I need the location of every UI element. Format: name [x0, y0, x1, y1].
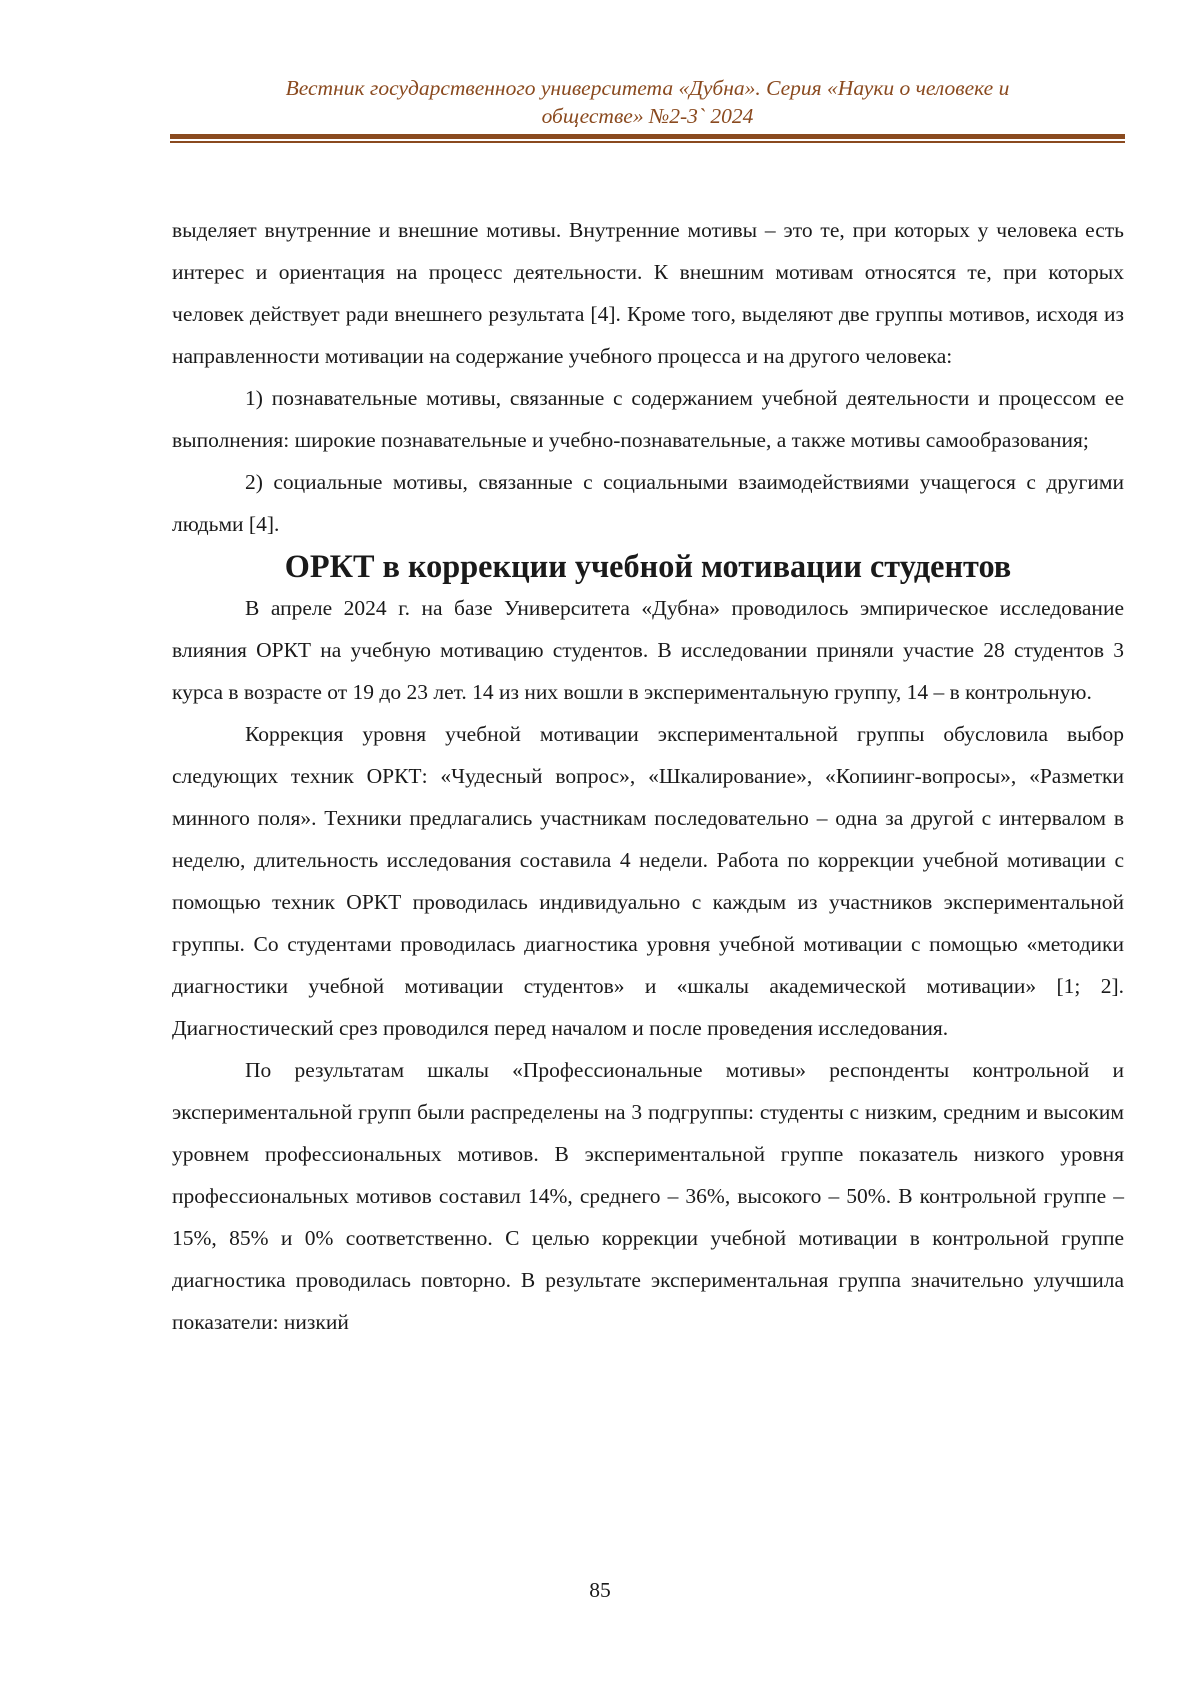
- header-rule-thin: [170, 141, 1125, 143]
- header-rule-thick: [170, 134, 1125, 139]
- section-paragraph-2: Коррекция уровня учебной мотивации экспериментальной группы обусловила выбор следующих техник ОРКТ: «Чудесный вопрос», «Шкалирование», «Копиинг-вопросы», «Разметки минного поля». Техники предлагались участникам последовательно – одна за другой с интервалом в неделю, длительность исследования составила 4 недели. Работа по коррекции учебной мотивации с помощью техник ОРКТ проводилась индивидуально с каждым из участников экспериментальной группы. Со студентами проводилась диагностика уровня учебной мотивации с помощью «методики диагностики учебной мотивации студентов» и «шкалы академической мотивации» [1; 2]. Диагностический срез проводился перед началом и после проведения исследования.: [172, 713, 1124, 1049]
- page-number: 85: [0, 1578, 1200, 1603]
- body-paragraph-1: выделяет внутренние и внешние мотивы. Внутренние мотивы – это те, при которых у человека есть интерес и ориентация на процесс деятельности. К внешним мотивам относятся те, при которых человек действует ради внешнего результата [4]. Кроме того, выделяют две группы мотивов, исходя из направленности мотивации на содержание учебного процесса и на другого человека:: [172, 209, 1124, 377]
- section-heading: ОРКТ в коррекции учебной мотивации студентов: [172, 545, 1124, 587]
- section-paragraph-3: По результатам шкалы «Профессиональные мотивы» респонденты контрольной и экспериментальной групп были распределены на 3 подгруппы: студенты с низким, средним и высоким уровнем профессиональных мотивов. В экспериментальной группе показатель низкого уровня профессиональных мотивов составил 14%, среднего – 36%, высокого – 50%. В контрольной группе – 15%, 85% и 0% соответственно. С целью коррекции учебной мотивации в контрольной группе диагностика проводилась повторно. В результате экспериментальная группа значительно улучшила показатели: низкий: [172, 1049, 1124, 1343]
- journal-header: [170, 74, 1125, 130]
- journal-title-line-1: Вестник государственного университета «Дубна». Серия «Науки о человеке и: [170, 74, 1125, 102]
- journal-title-line-2: обществе» №2-3` 2024: [170, 102, 1125, 130]
- article-body: [172, 209, 1124, 1343]
- list-item-cognitive-motives: 1) познавательные мотивы, связанные с содержанием учебной деятельности и процессом ее выполнения: широкие познавательные и учебно-познавательные, а также мотивы самообразования;: [172, 377, 1124, 461]
- list-item-social-motives: 2) социальные мотивы, связанные с социальными взаимодействиями учащегося с другими людьми [4].: [172, 461, 1124, 545]
- section-paragraph-1: В апреле 2024 г. на базе Университета «Дубна» проводилось эмпирическое исследование влияния ОРКТ на учебную мотивацию студентов. В исследовании приняли участие 28 студентов 3 курса в возрасте от 19 до 23 лет. 14 из них вошли в экспериментальную группу, 14 – в контрольную.: [172, 587, 1124, 713]
